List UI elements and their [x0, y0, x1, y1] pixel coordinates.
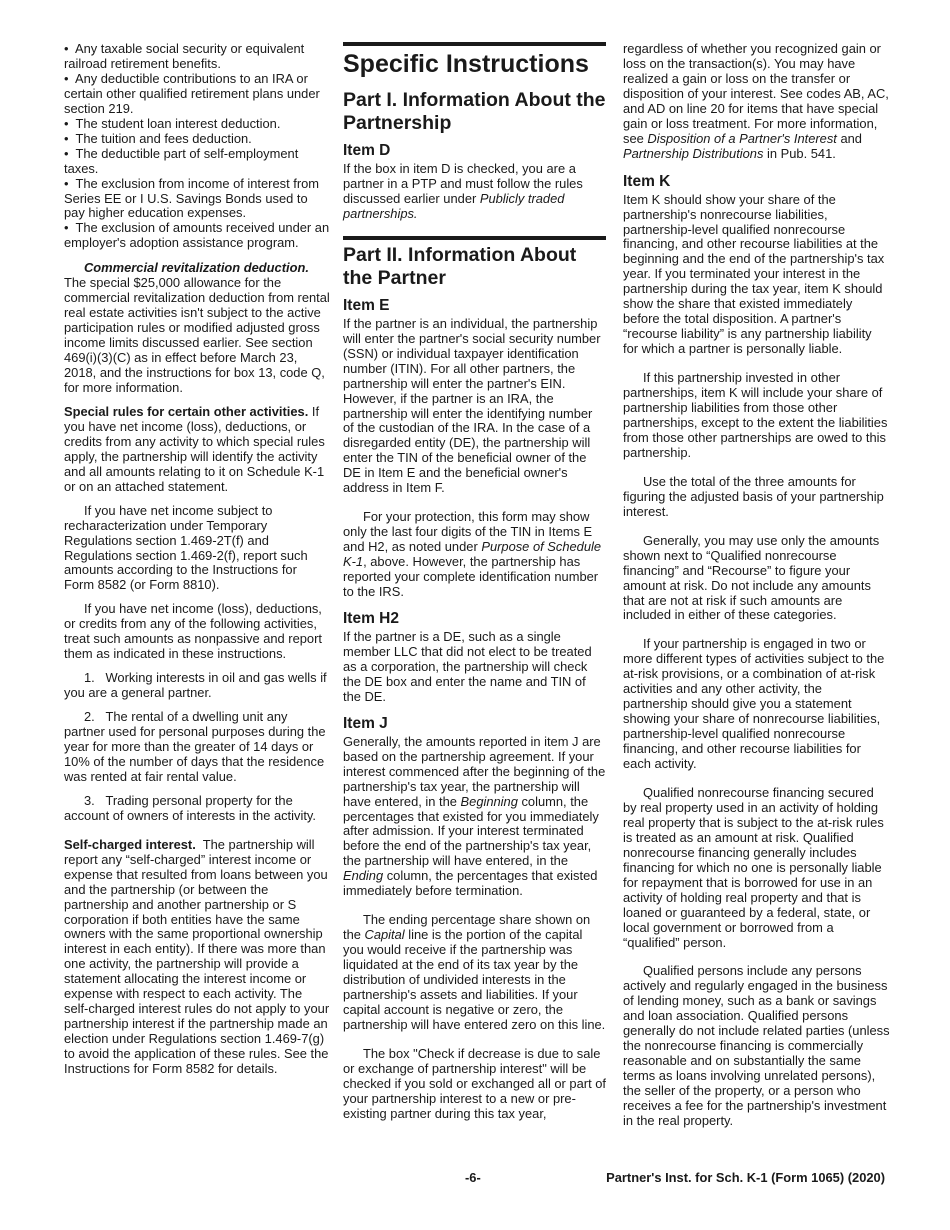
recharacterization-paragraph: If you have net income subject to recharacterization under Temporary Regulations section 1.469-2T(f) and Regulations section 1.469-2(f), report such amounts according to the Instructions for Form 8582 (or Form 8810).	[64, 502, 308, 593]
paragraph: Qualified persons include any persons actively and regularly engaged in the business of lending money, such as a bank or savings and loan association. Qualified persons generally do not include related parties (unless the nonrecourse financing is commercially reasonable and on substantially the same terms as loans involving unrelated persons), the seller of the property, or a person who receives a fee for the partnership's investment in the real property.	[623, 963, 890, 1128]
bullet-item: • Any taxable social security or equivalent railroad retirement benefits.	[64, 41, 305, 71]
ending-percentage-paragraph: The ending percentage share shown on the Capital line is the portion of the capital you would receive if the partnership was liquidated at the end of its tax year by the distribution of undivided interests in the partnership's assets and liabilities. If your capital account is negative or zero, the partnership will have entered zero on this line.	[343, 912, 606, 1032]
item-d-text: If the box in item D is checked, you are a partner in a PTP and must follow the rules discussed earlier under Publicly traded partnerships.	[343, 161, 583, 221]
footer-document-title: Partner's Inst. for Sch. K-1 (Form 1065) (2020)	[606, 1170, 885, 1185]
decrease-box-paragraph: The box "Check if decrease is due to sale or exchange of partnership interest" will be checked if you sold or exchanged all or part of your partnership interest to a new or pre-existing partner during this tax year,	[343, 1045, 606, 1121]
item-j-heading: Item J	[343, 714, 388, 732]
part1-heading: Part I. Information About the Partnership	[343, 89, 606, 134]
bullet-item: • The exclusion of amounts received under an employer's adoption assistance program.	[64, 220, 330, 251]
paragraph: If this partnership invested in other partnerships, item K will include your share of partnership liabilities from those other partnerships, except to the extent the liabilities from those other partnerships are owed to this partnership.	[623, 370, 888, 460]
item-e-text: If the partner is an individual, the partnership will enter the partner's social security number (SSN) or individual taxpayer identification number (ITIN). For all other partners, the partnership will enter the partner's EIN. However, if the partner is an IRA, the partnership will enter the identifying number of the custodian of the IRA. In the case of a disregarded entity (DE), the partnership will enter the TIN of the beneficial owner of the DE in Item E and the beneficial owner's address in Item F.	[343, 315, 601, 496]
bullet-item: • The student loan interest deduction.	[64, 115, 281, 131]
page-footer	[64, 1170, 885, 1186]
self-charged-interest-heading: Self-charged interest.	[64, 836, 196, 852]
list-item: 3. Trading personal property for the account of owners of interests in the activity.	[64, 792, 316, 823]
special-rules-heading: Special rules for certain other activities.	[64, 403, 309, 419]
column-left	[64, 42, 330, 1086]
item-k-text: Item K should show your share of the partnership's nonrecourse liabilities, partnership-level qualified nonrecourse financing, and other recourse liabilities at the beginning and the end of the partnership's tax year. If you terminated your interest in the partnership during the tax year, item K should show the share that existed immediately before the total disposition. A partner's “recourse liability” is any partnership liability for which a partner is personally liable.	[623, 191, 885, 357]
bullet-item: • The tuition and fees deduction.	[64, 130, 252, 146]
special-rules-paragraph: Special rules for certain other activities. If you have net income (loss), deductions, or credits from any activity to which special rules apply, the partnership will identify the activity and all amounts relating to it on Schedule K-1 or on an attached statement.	[64, 403, 325, 494]
item-d-heading: Item D	[343, 142, 391, 159]
item-h2-heading: Item H2	[343, 609, 399, 627]
specific-instructions-title: Specific Instructions	[343, 50, 589, 78]
continuation-paragraph: regardless of whether you recognized gain or loss on the transaction(s). You may have realized a gain or loss on the transfer or disposition of your interest. See codes AB, AC, and AD on line 20 for items that have special gain or loss treatment. For more information, see Disposition of a Partner's Interest and Partnership Distributions in Pub. 541.	[623, 41, 889, 161]
bullet-item: • Any deductible contributions to an IRA or certain other qualified retirement plans under section 219.	[64, 70, 320, 116]
bullet-item: • The exclusion from income of interest from Series EE or I U.S. Savings Bonds used to pay higher education expenses.	[64, 175, 320, 221]
paragraph: Use the total of the three amounts for figuring the adjusted basis of your partnership interest.	[623, 473, 884, 519]
self-charged-interest-paragraph: Self-charged interest. The partnership will report any “self-charged” interest income or expense that resulted from loans between you and the partnership (or between the partnership and another partnership or S corporation if both entities have the same owners with the same proportional ownership interest in each entity). If there was more than one activity, the partnership will provide a statement allocating the interest income or expense with respect to each activity. The self-charged interest rules do not apply to your partnership interest if the partnership made an election under Regulations section 1.469-7(g) to avoid the application of these rules. See the Instructions for Form 8582 for details.	[64, 836, 330, 1077]
nonpassive-paragraph: If you have net income (loss), deductions, or credits from any of the following activities, treat such amounts as nonpassive and report them as indicated in these instructions.	[64, 601, 322, 662]
item-h2-text: If the partner is a DE, such as a single member LLC that did not elect to be treated as a corporation, the partnership will check the DE box and enter the name and TIN of the DE.	[343, 628, 592, 704]
page-number: -6-	[465, 1170, 481, 1185]
commercial-revitalization-paragraph: Commercial revitalization deduction. The special $25,000 allowance for the commercial revitalization deduction from rental real estate activities isn't subject to the active participation rules or modified adjusted gross income limits discussed earlier. See section 469(i)(3)(C) as in effect before March 23, 2018, and the instructions for box 13, code Q, for more information.	[64, 260, 330, 395]
commercial-revitalization-heading: Commercial revitalization deduction.	[84, 260, 309, 276]
bullet-item: • The deductible part of self-employment taxes.	[64, 145, 299, 176]
list-item: 1. Working interests in oil and gas wells if you are a general partner.	[64, 670, 327, 701]
section-rule	[343, 236, 606, 240]
part2-heading: Part II. Information About the Partner	[343, 243, 577, 289]
protection-paragraph: For your protection, this form may show only the last four digits of the TIN in Items E and H2, as noted under Purpose of Schedule K-1, above. However, the partnership has reported your complete identification number to the IRS.	[343, 509, 602, 600]
column-middle	[343, 42, 606, 1131]
item-k-heading: Item K	[623, 172, 671, 190]
paragraph: Generally, you may use only the amounts shown next to “Qualified nonrecourse financing” and “Recourse” to figure your amount at risk. Do not include any amounts that are not at risk if such amounts are included in either of these categories.	[623, 532, 880, 623]
list-item: 2. The rental of a dwelling unit any partner used for personal purposes during the year for more than the greater of 14 days or 10% of the number of days that the residence was rented at fair rental value.	[64, 709, 326, 784]
column-right	[623, 42, 890, 1138]
paragraph: Qualified nonrecourse financing secured by real property used in an activity of holding real property that is subject to the at-risk rules is treated as an amount at risk. Qualified nonrecourse financing generally includes financing for which no one is personally liable for repayment that is borrowed for use in an activity of holding real property and that is loaned or guaranteed by a federal, state, or local government or borrowed from a “qualified” person.	[623, 784, 884, 950]
item-j-text: Generally, the amounts reported in item J are based on the partnership agreement. If your interest commenced after the beginning of the partnership's tax year, the partnership will have entered, in the Beginning column, the percentages that existed for you immediately after admission. If your interest terminated before the end of the partnership's tax year, the partnership will have entered, in the Ending column, the percentages that existed immediately before termination.	[343, 733, 606, 899]
section-rule	[343, 42, 606, 46]
paragraph: If your partnership is engaged in two or more different types of activities subject to the at-risk provisions, or a combination of at-risk activities and any other activity, the partnership should give you a statement showing your share of nonrecourse liabilities, partnership-level qualified nonrecourse financing, and other recourse liabilities for each activity.	[623, 636, 885, 772]
item-e-heading: Item E	[343, 296, 390, 314]
